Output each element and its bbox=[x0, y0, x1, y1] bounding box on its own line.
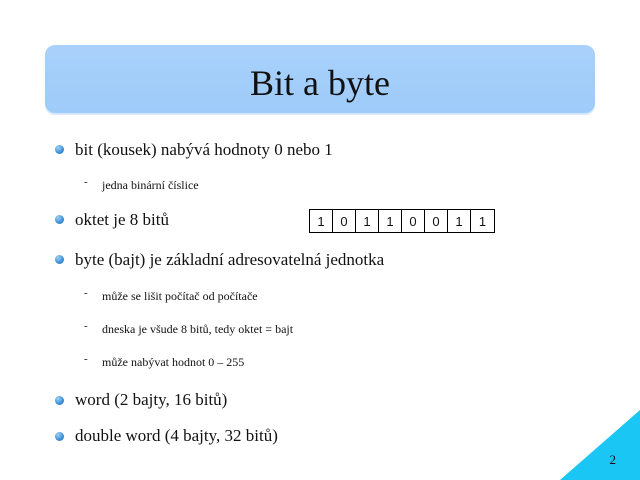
dash-icon: - bbox=[84, 287, 88, 299]
bit-cell: 1 bbox=[478, 213, 487, 229]
corner-decoration bbox=[560, 410, 640, 480]
list-item-octet: oktet je 8 bitů bbox=[75, 210, 169, 229]
bit-cell: 0 bbox=[333, 210, 356, 232]
list-item-bit: bit (kousek) nabývá hodnoty 0 nebo 1 bbox=[75, 140, 333, 159]
dash-icon: - bbox=[84, 353, 88, 365]
bullet-icon bbox=[55, 145, 64, 154]
sub-item-8-bits: dneska je všude 8 bitů, tedy oktet = bajt bbox=[102, 322, 294, 336]
bit-cell: 1 bbox=[448, 210, 471, 232]
bit-cell: 1 bbox=[310, 210, 333, 232]
bullet-icon bbox=[55, 396, 64, 405]
bit-cell: 1 bbox=[356, 210, 379, 232]
bit-cell: 0 bbox=[425, 210, 448, 232]
dash-icon: - bbox=[84, 320, 88, 332]
sub-item-varies: může se lišit počítač od počítače bbox=[102, 289, 258, 303]
bit-cell: 1 bbox=[379, 210, 402, 232]
slide-title-box bbox=[45, 45, 595, 113]
bit-cell: 0 bbox=[402, 210, 425, 232]
list-item-double-word: double word (4 bajty, 32 bitů) bbox=[75, 426, 278, 445]
list-item-byte: byte (bajt) je základní adresovatelná jednotka bbox=[75, 250, 385, 269]
sub-item-binary-digit: jedna binární číslice bbox=[102, 178, 199, 192]
dash-icon: - bbox=[84, 176, 88, 188]
slide-title: Bit a byte bbox=[250, 63, 390, 103]
list-item-word: word (2 bajty, 16 bitů) bbox=[75, 390, 228, 409]
bullet-icon bbox=[55, 255, 64, 264]
bullet-icon bbox=[55, 215, 64, 224]
bit-table bbox=[309, 209, 495, 233]
page-number: 2 bbox=[609, 452, 616, 467]
bullet-icon bbox=[55, 432, 64, 441]
sub-item-range: může nabývat hodnot 0 – 255 bbox=[102, 355, 245, 369]
